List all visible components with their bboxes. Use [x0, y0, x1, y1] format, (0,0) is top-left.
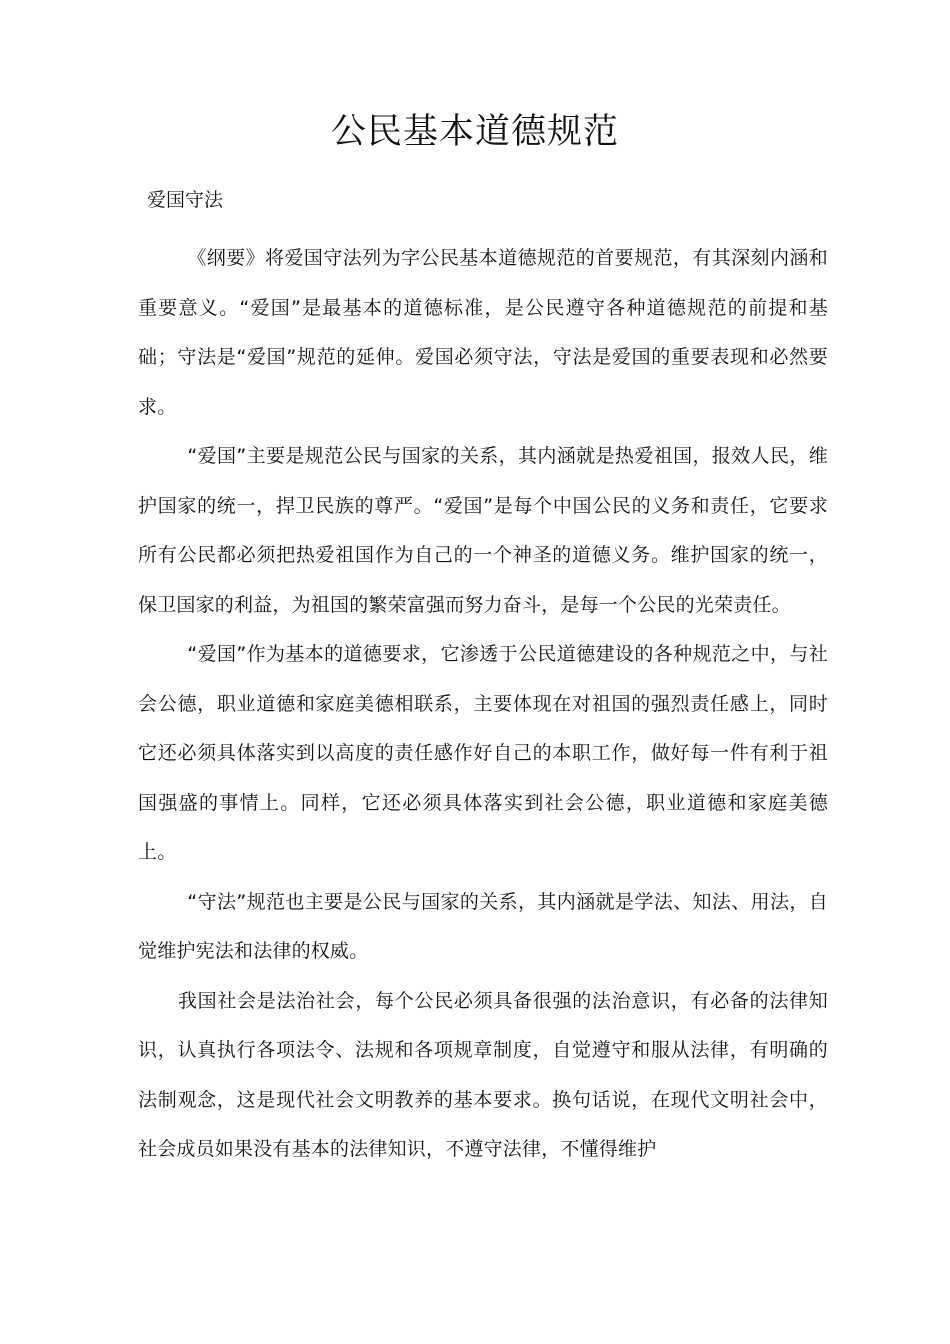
paragraph: “爱国”作为基本的道德要求，它渗透于公民道德建设的各种规范之中，与社会公德，职业道德和家庭美德相联系，主要体现在对祖国的强烈责任感上，同时它还必须具体落实到以高度的责任感作好自己的本职工作，做好每一件有利于祖国强盛的事情上。同样，它还必须具体落实到社会公德，职业道德和家庭美德上。 — [138, 643, 828, 863]
paragraph: 《纲要》将爱国守法列为字公民基本道德规范的首要规范，有其深刻内涵和重要意义。“爱国”是最基本的道德标准，是公民遵守各种道德规范的前提和基础；守法是“爱国”规范的延伸。爱国必须守法，守法是爱国的重要表现和必然要求。 — [138, 247, 828, 418]
document-body — [138, 234, 828, 1175]
paragraph: 我国社会是法治社会，每个公民必须具备很强的法治意识，有必备的法律知识，认真执行各项法令、法规和各项规章制度，自觉遵守和服从法律，有明确的法制观念，这是现代社会文明教养的基本要求。换句话说，在现代文明社会中，社会成员如果没有基本的法律知识，不遵守法律，不懂得维护 — [138, 989, 828, 1160]
paragraph: “守法”规范也主要是公民与国家的关系，其内涵就是学法、知法、用法，自觉维护宪法和法律的权威。 — [138, 890, 828, 962]
page-title: 公民基本道德规范 — [330, 112, 619, 152]
paragraph: “爱国”主要是规范公民与国家的关系，其内涵就是热爱祖国，报效人民，维护国家的统一，捍卫民族的尊严。“爱国”是每个中国公民的义务和责任，它要求所有公民都必须把热爱祖国作为自己的一个神圣的道德义务。维护国家的统一，保卫国家的利益，为祖国的繁荣富强而努力奋斗，是每一个公民的光荣责任。 — [138, 445, 828, 616]
section-heading: 爱国守法 — [147, 189, 224, 211]
